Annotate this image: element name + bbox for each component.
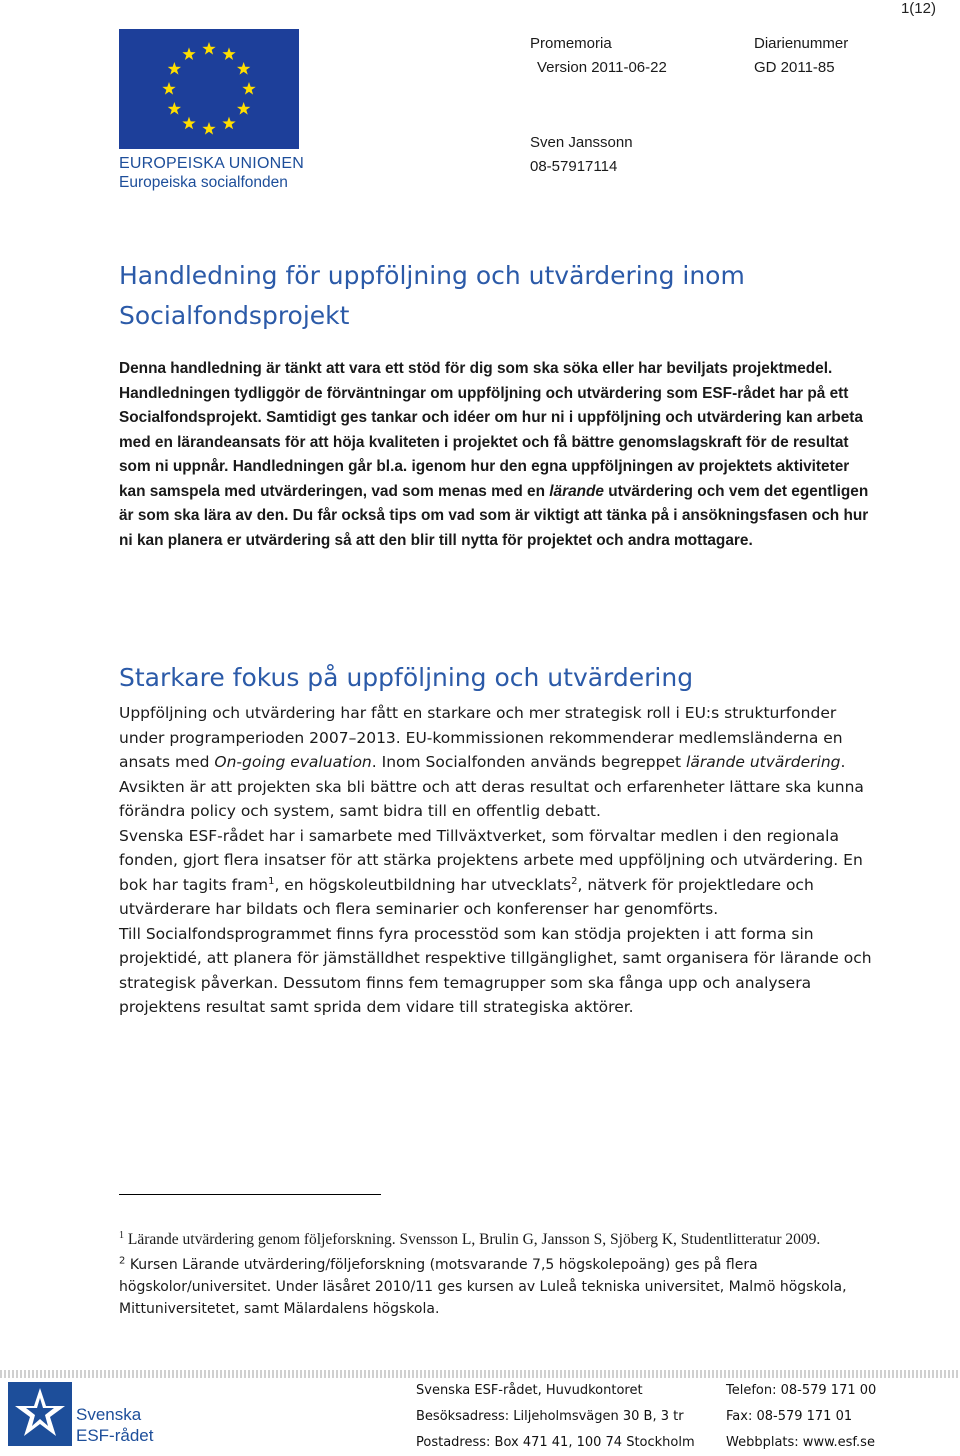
memo-type-block <box>530 32 667 80</box>
eu-flag-logo <box>119 29 299 149</box>
footer-address <box>416 1378 695 1456</box>
eu-star-icon <box>242 82 255 95</box>
section-body <box>119 701 879 1020</box>
memo-registration-block <box>754 32 848 80</box>
p2-text-b: , en högskoleutbildning har utvecklats <box>274 875 572 894</box>
footnotes <box>119 1230 859 1320</box>
p1-italic-2: lärande utvärdering <box>686 753 841 771</box>
author-phone: 08-57917114 <box>530 158 618 175</box>
registration-number: GD 2011-85 <box>754 59 835 76</box>
eu-star-icon <box>202 42 215 55</box>
footer-contact <box>726 1378 876 1456</box>
paragraph-2 <box>119 824 879 922</box>
eu-star-icon <box>202 122 215 135</box>
p1-italic-1: On-going evaluation <box>214 753 372 771</box>
intro-text-b: utvärdering och vem det egentligen är som ska lära av den. Du får också tips om vad som är viktigt att tänka på i ansökningsfasen och hur ni kan planera er utvärdering så att den blir till nytta för projektet och andra mottagare. <box>119 482 869 549</box>
eu-star-icon <box>182 47 195 60</box>
eu-logo-line1: EUROPEISKA UNIONEN <box>119 155 304 172</box>
eu-star-icon <box>222 117 235 130</box>
memo-type: Promemoria <box>530 35 612 52</box>
eu-stars-icon <box>119 29 299 149</box>
footnote-mark-2: 2 <box>119 1255 126 1267</box>
paragraph-3: Till Socialfondsprogrammet finns fyra processtöd som kan stödja projekten i att forma sin projektidé, att planera för jämställdhet respektive tillgänglighet, samt organisera för lärande och strategisk påverkan. Dessutom finns fem temagrupper som ska fånga upp och analysera projektens resultat samt sprida dem vidare till strategiska aktörer. <box>119 924 872 1016</box>
paragraph-1 <box>119 701 879 824</box>
intro-paragraph <box>119 357 879 553</box>
registration-label: Diarienummer <box>754 35 849 52</box>
intro-italic: lärande <box>549 482 604 500</box>
footnote-separator <box>119 1194 381 1195</box>
footnote-text-1: Lärande utvärdering genom följeforskning. Svensson L, Brulin G, Jansson S, Sjöberg K, Studentlitteratur 2009. <box>127 1231 821 1248</box>
footnote-2 <box>119 1254 859 1320</box>
eu-star-icon <box>162 82 175 95</box>
footnote-text-2: Kursen Lärande utvärdering/följeforskning (motsvarande 7,5 högskolepoäng) ges på flera högskolor/universitet. Under läsåret 2010/11 ges kursen av Luleå tekniska universitet, Malmö högskola, Mittuniversitetet, samt Mälardalens högskola. <box>119 1257 847 1317</box>
eu-star-icon <box>182 117 195 130</box>
esf-logo-line2: ESF-rådet <box>76 1426 154 1445</box>
author-name: Sven Janssonn <box>530 134 633 151</box>
footnote-mark-1: 1 <box>119 1229 124 1241</box>
page-number: 1(12) <box>900 0 936 17</box>
memo-contact-block <box>530 131 633 179</box>
footnote-ref-2[interactable]: 2 <box>571 875 578 887</box>
eu-star-icon <box>222 47 235 60</box>
memo-version: Version 2011-06-22 <box>537 59 667 76</box>
p1-text-a: Uppföljning och utvärdering har fått en starkare och mer strategisk roll i EU:s strukturfonder under programperioden 2007–2013. EU-kommissionen rekommenderar medlemsländerna en ansats med <box>119 704 843 771</box>
footer-org: Svenska ESF-rådet, Huvudkontoret <box>416 1383 643 1398</box>
eu-star-icon <box>237 62 250 75</box>
footer-web[interactable]: Webbplats: www.esf.se <box>726 1435 875 1450</box>
p2-text-a: Svenska ESF-rådet har i samarbete med Tillväxtverket, som förvaltar medlen i den regionala fonden, gjort flera insatser för att stärka projektens arbete med uppföljning och utvärdering. En bok har tagits fram <box>119 826 863 894</box>
esf-star-icon <box>4 1378 76 1450</box>
p1-text-b: . Inom Socialfonden används begreppet <box>371 753 687 771</box>
footnote-ref-1[interactable]: 1 <box>268 875 275 887</box>
footer-visit: Besöksadress: Liljeholmsvägen 30 B, 3 tr <box>416 1409 684 1424</box>
esf-logo-text <box>76 1404 153 1446</box>
footer-divider <box>0 1370 960 1378</box>
section-heading: Starkare fokus på uppföljning och utvärdering <box>119 663 694 692</box>
footer-post: Postadress: Box 471 41, 100 74 Stockholm <box>416 1435 695 1450</box>
eu-star-icon <box>237 102 250 115</box>
footnote-1 <box>119 1230 859 1250</box>
p2-text-c: , nätverk för projektledare och utvärderare har bildats och flera seminarier och konferenser har genomförts. <box>119 875 814 918</box>
intro-text-a: Denna handledning är tänkt att vara ett stöd för dig som ska söka eller har beviljats projektmedel. Handledningen tydliggör de förväntningar om uppföljning och utvärdering som ESF-rådet har på ett Socialfondsprojekt. Samtidigt ges tankar och idéer om hur ni i uppföljning och utvärdering kan arbeta med en lärandeansats för att höja kvaliteten i projektet och få bättre genomslagskraft för de resultat som ni uppnår. Handledningen går bl.a. igenom hur den egna uppföljningen av projektets aktiviteter kan samspela med utvärderingen, vad som menas med en <box>119 360 863 500</box>
document-title: Handledning för uppföljning och utvärdering inom Socialfondsprojekt <box>119 261 745 330</box>
footer-phone: Telefon: 08-579 171 00 <box>726 1383 877 1398</box>
footer-fax: Fax: 08-579 171 01 <box>726 1409 853 1424</box>
eu-star-icon <box>168 62 181 75</box>
eu-logo-text <box>119 154 304 192</box>
esf-logo-line1: Svenska <box>76 1405 142 1424</box>
p1-text-c: . Avsikten är att projekten ska bli bättre och att deras resultat och erfarenheter lättare ska kunna förändra policy och system, samt bidra till en offentlig debatt. <box>119 753 864 820</box>
eu-star-icon <box>168 102 181 115</box>
eu-logo-line2: Europeiska socialfonden <box>119 174 288 191</box>
